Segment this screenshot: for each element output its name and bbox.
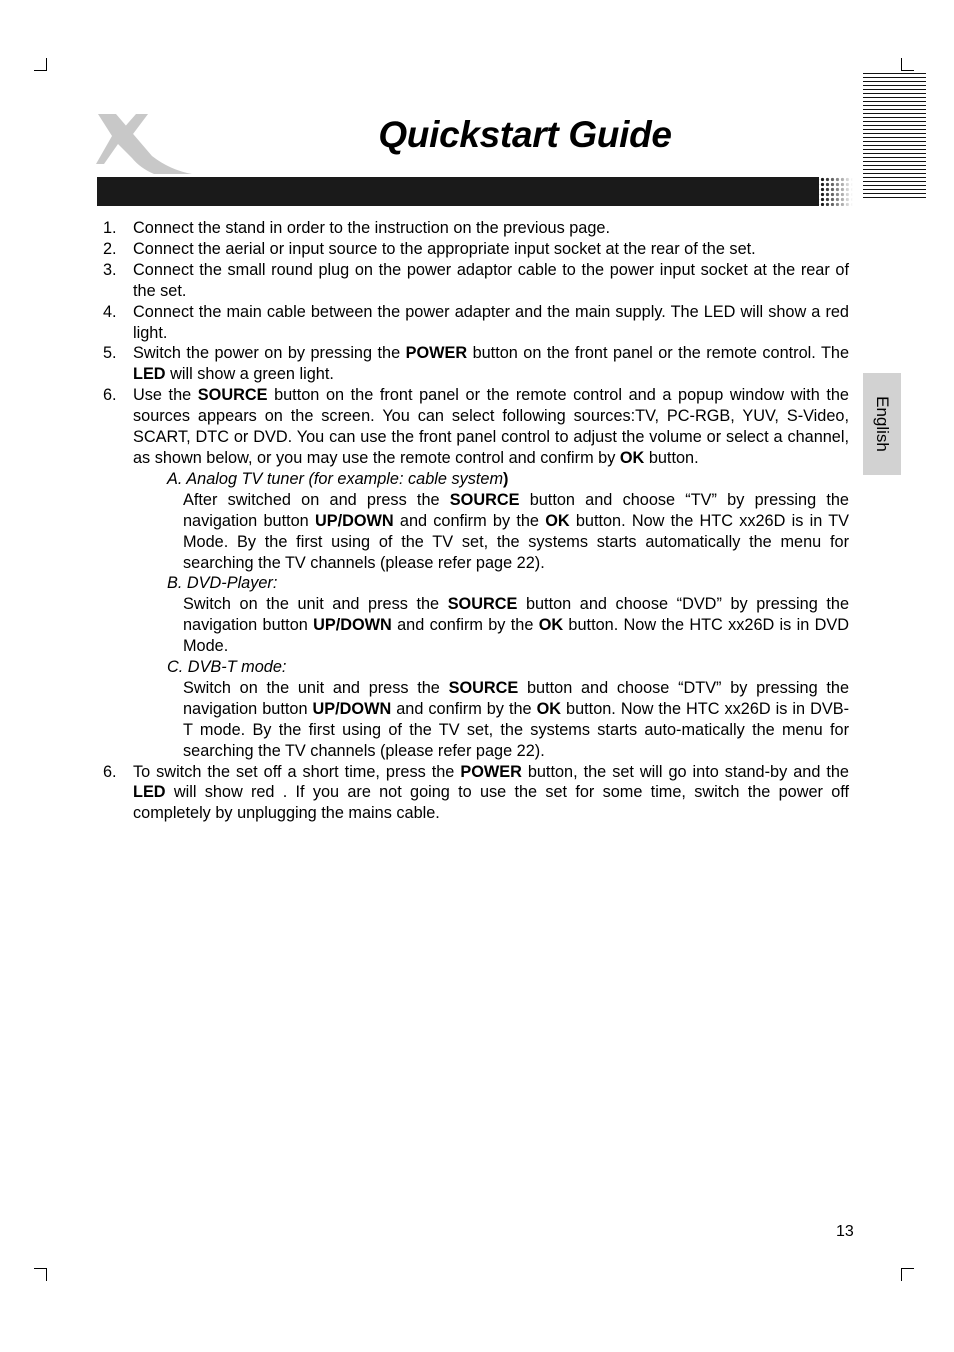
step-text xyxy=(133,762,849,825)
step-item xyxy=(103,260,849,302)
body-text: Connect the stand in order to the instruction on the previous page. xyxy=(133,219,610,237)
step-number: 6. xyxy=(103,762,117,781)
emphasis-text: LED xyxy=(133,783,166,802)
body-text: button on the front panel or the remote control and a popup window with the sources appears on the screen. You can select following sources:TV, PC-RGB, YUV, S-Video, SCART, DTC or DVD. You can use the front panel control to adjust the volume or select a channel, as shown below, or you may use the remote control and confirm by xyxy=(133,386,849,467)
subsection-heading xyxy=(167,469,849,490)
header-bar xyxy=(97,177,819,206)
step-text xyxy=(133,239,849,260)
body-text: and confirm by the xyxy=(393,511,546,530)
emphasis-text: POWER xyxy=(405,344,468,363)
instructions xyxy=(103,218,849,824)
body-text: button. Now the HTC xx26D is in TV Mode. By the first using of the TV set, the systems starts automatically the menu for searching the TV channels (please refer page 22). xyxy=(183,511,849,572)
step-number: 6. xyxy=(103,386,117,405)
emphasis-text: UP/DOWN xyxy=(313,616,392,635)
body-text: button and choose “DVD” by pressing the navigation button xyxy=(183,595,849,635)
brand-x-logo-icon xyxy=(94,108,194,178)
page-number: 13 xyxy=(836,1223,854,1240)
emphasis-text: SOURCE xyxy=(448,678,519,697)
body-text: and confirm by the xyxy=(391,699,537,718)
body-text: After switched on and press the xyxy=(183,490,450,509)
body-text: button and choose “DTV” by pressing the navigation button xyxy=(183,678,849,718)
step-item xyxy=(103,302,849,344)
subsection-text xyxy=(183,490,849,574)
step-item xyxy=(103,218,849,239)
emphasis-text: UP/DOWN xyxy=(314,511,394,530)
emphasis-text: OK xyxy=(538,616,564,635)
emphasis-text: POWER xyxy=(460,762,522,781)
emphasis-text: SOURCE xyxy=(197,386,268,405)
emphasis-text: SOURCE xyxy=(447,595,518,614)
body-text: button and choose “TV” by pressing the navigation button xyxy=(183,490,849,530)
step-item xyxy=(103,385,849,469)
subsection-text xyxy=(183,678,849,762)
body-text: Switch the power on by pressing the xyxy=(133,344,406,363)
body-text: Connect the small round plug on the power adaptor cable to the power input socket at the rear of the set. xyxy=(133,260,849,300)
step-number: 3. xyxy=(103,260,117,279)
subsection-heading xyxy=(167,657,849,678)
step-number: 2. xyxy=(103,239,117,258)
subsection-heading xyxy=(167,573,849,594)
step-number: 1. xyxy=(103,219,117,237)
language-tab xyxy=(863,373,901,475)
body-text: To switch the set off a short time, press the xyxy=(133,762,461,781)
body-text: will show a green light. xyxy=(165,365,334,384)
step-text xyxy=(133,343,849,385)
body-text: Connect the main cable between the power adapter and the main supply. The LED will show a red light. xyxy=(133,302,849,342)
page-title: Quickstart Guide xyxy=(378,114,672,155)
body-text: button. Now the HTC xx26D is in DVB-T mode. By the first using of the TV set, the systems starts auto-matically the menu for searching the TV channels (please refer page 22). xyxy=(183,699,850,760)
crop-mark-top-right xyxy=(901,58,914,71)
body-text: button. Now the HTC xx26D is in DVD Mode. xyxy=(183,616,849,656)
body-text: Switch on the unit and press the xyxy=(183,678,449,697)
body-text: Switch on the unit and press the xyxy=(183,595,448,614)
language-tab-label: English xyxy=(873,396,892,452)
thumb-index-stripes xyxy=(863,73,926,199)
step-text xyxy=(133,302,849,344)
step-number: 5. xyxy=(103,344,117,363)
header-bar-dot-fade xyxy=(815,177,853,206)
body-text: and confirm by the xyxy=(391,616,539,635)
subsection-heading-text: A. Analog TV tuner (for example: cable system xyxy=(167,469,504,488)
step-number: 4. xyxy=(103,302,117,321)
step-item xyxy=(103,762,849,825)
crop-mark-bottom-left xyxy=(34,1268,47,1281)
step-text xyxy=(133,385,849,469)
subsection-text xyxy=(183,594,849,657)
final-step xyxy=(103,762,849,825)
crop-mark-bottom-right xyxy=(901,1268,914,1281)
step-text xyxy=(133,218,849,239)
body-text: Use the xyxy=(133,386,198,405)
body-text: button, the set will go into stand-by and the xyxy=(521,762,849,781)
subsection-heading-close: ) xyxy=(503,469,509,488)
crop-mark-top-left xyxy=(34,58,47,71)
step-list xyxy=(103,218,849,469)
emphasis-text: LED xyxy=(133,365,166,384)
source-subsections xyxy=(103,469,849,762)
step-item xyxy=(103,343,849,385)
body-text: will show red . If you are not going to use the set for some time, switch the power off completely by unplugging the mains cable. xyxy=(133,783,849,823)
emphasis-text: OK xyxy=(536,699,562,718)
emphasis-text: SOURCE xyxy=(449,490,520,509)
body-text: Connect the aerial or input source to the appropriate input socket at the rear of the set. xyxy=(133,239,756,258)
emphasis-text: OK xyxy=(619,448,645,467)
step-text xyxy=(133,260,849,302)
subsection-heading-text: B. DVD-Player: xyxy=(167,574,278,593)
emphasis-text: OK xyxy=(545,511,570,530)
body-text: button. xyxy=(644,448,699,467)
emphasis-text: UP/DOWN xyxy=(312,699,392,718)
body-text: button on the front panel or the remote control. The xyxy=(467,344,850,363)
subsection-heading-text: C. DVB-T mode: xyxy=(167,658,287,677)
step-item xyxy=(103,239,849,260)
